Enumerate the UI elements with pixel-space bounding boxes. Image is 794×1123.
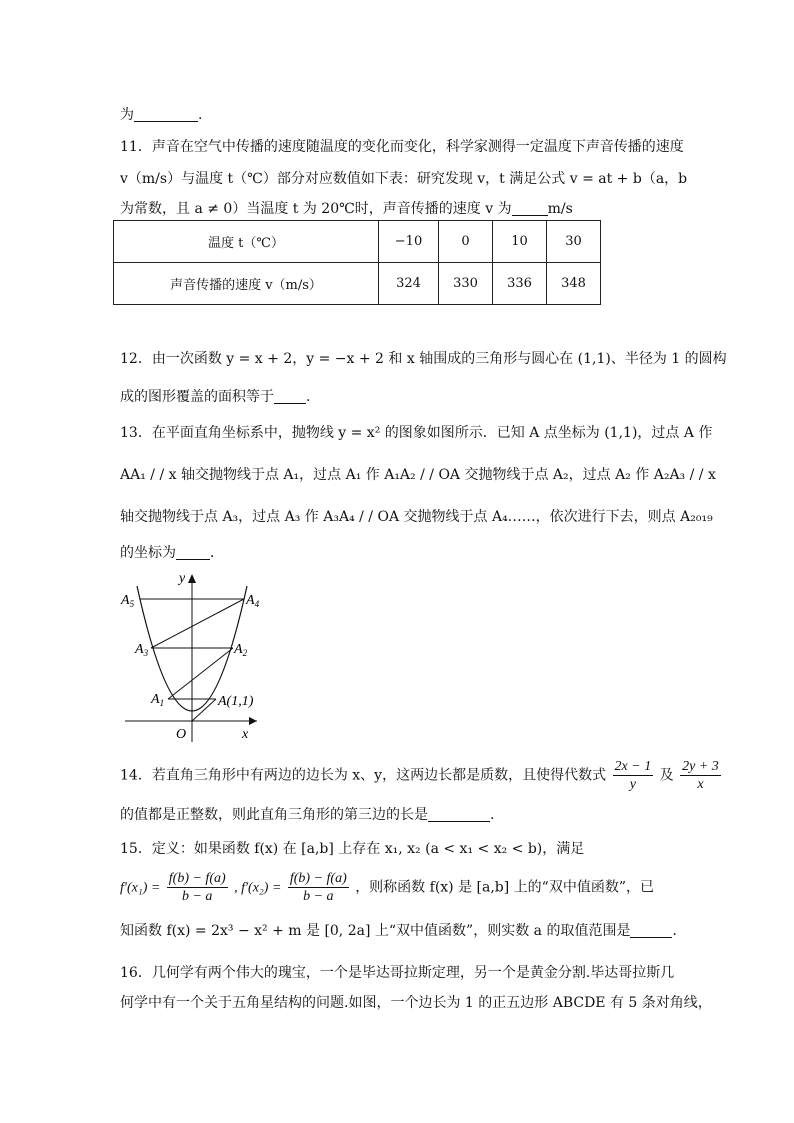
q11-line-2: v（m/s）与温度 t（℃）部分对应数值如下表：研究发现 v，t 满足公式 v = at + b（a，b <box>120 171 688 187</box>
q12-end: . <box>306 389 311 405</box>
answer-blank <box>274 389 306 404</box>
a4-sub: 4 <box>254 599 260 609</box>
fraction-1-numerator: 2x − 1 <box>614 759 652 774</box>
point-label-a4 <box>245 593 260 609</box>
answer-blank <box>134 107 198 122</box>
point-label-a: A(1,1) <box>218 694 254 709</box>
a2-sub: 2 <box>242 648 248 658</box>
a1-sub: 1 <box>159 698 165 708</box>
answer-blank <box>176 545 210 560</box>
table-cell: 336 <box>493 263 547 305</box>
y-axis-arrow <box>188 574 196 583</box>
a2-letter: A <box>234 642 243 657</box>
q11-line-1: 11．声音在空气中传播的速度随温度的变化而变化，科学家测得一定温度下声音传播的速度 <box>120 139 684 155</box>
origin-label: O <box>176 727 187 742</box>
table-cell: 348 <box>547 263 601 305</box>
q13-line-4-text: 的坐标为 <box>120 545 176 561</box>
y-axis-label: y <box>179 571 186 586</box>
q11-line-3 <box>120 198 573 218</box>
segment-a1-a2 <box>168 648 233 699</box>
q15-line-2 <box>120 870 654 905</box>
q14-text: 14．若直角三角形中有两边的边长为 x、y，这两边长都是质数，且使得代数式 <box>120 767 607 784</box>
q15-line-1: 15．定义：如果函数 f(x) 在 [a,b] 上存在 x₁, x₂ (a < x₁ < x₂ < b)，满足 <box>120 841 585 857</box>
q16-line-2: 何学中有一个关于五角星结构的问题.如图，一个边长为 1 的正五边形 ABCDE 有 5 条对角线， <box>120 995 712 1011</box>
q15-line-3 <box>120 920 686 940</box>
point-label-a3 <box>134 642 149 658</box>
a5-letter: A <box>121 593 130 608</box>
q14-line-2 <box>120 804 494 824</box>
fraction-2-denominator: x <box>697 777 704 792</box>
q13-line-2: AA₁ / / x 轴交抛物线于点 A₁，过点 A₁ 作 A₁A₂ / / OA 交抛物线于点 A₂，过点 A₂ 作 A₂A₃ / / x <box>120 467 716 483</box>
q14-line-2-text: 的值都是正整数，则此直角三角形的第三边的长是 <box>120 807 428 823</box>
point-label-a1 <box>150 692 164 708</box>
x-axis-arrow <box>249 717 257 725</box>
table-row <box>114 221 601 263</box>
q14-line-1 <box>120 758 723 793</box>
q11-line-3-text: 为常数，且 a ≠ 0）当温度 t 为 20℃时，声音传播的速度 v 为 <box>120 201 512 217</box>
table-cell: 324 <box>379 263 439 305</box>
q14-and: 及 <box>659 767 674 784</box>
table-cell: 30 <box>547 221 601 263</box>
fraction-b-numerator: f(b) − f(a) <box>289 871 347 886</box>
q15-lhs-2: , f′(x₂) = <box>234 880 282 896</box>
point-label-a2 <box>233 642 248 658</box>
q12-line-2-text: 成的图形覆盖的面积等于 <box>120 389 274 405</box>
q10-tail <box>120 104 202 124</box>
q10-prefix: 为 <box>120 107 134 123</box>
q15-end: ． <box>672 923 687 939</box>
q12-line-1: 12．由一次函数 y = x + 2，y = −x + 2 和 x 轴围成的三角形与圆心在 (1,1)、半径为 1 的圆构 <box>120 351 727 367</box>
q15-line-3-text: 知函数 f(x) = 2x³ − x² + m 是 [0, 2a] 上“双中值函数”，则实数 a 的取值范围是 <box>120 923 631 939</box>
q12-line-2 <box>120 386 310 406</box>
a4-letter: A <box>246 593 255 608</box>
table-cell: −10 <box>379 221 439 263</box>
table-row <box>114 263 601 305</box>
a1-letter: A <box>151 692 160 707</box>
q15-lhs-1: f′(x₁) = <box>120 880 161 896</box>
fraction-2-numerator: 2y + 3 <box>682 759 719 774</box>
fraction-2 <box>680 758 721 793</box>
a3-letter: A <box>135 642 144 657</box>
a5-sub: 5 <box>129 599 135 609</box>
parabola-figure <box>115 566 275 746</box>
fraction-a <box>167 870 228 905</box>
fraction-b <box>288 870 349 905</box>
table-header-cell: 温度 t（℃） <box>114 221 379 263</box>
q15-line-2-tail: ，则称函数 f(x) 是 [a,b] 上的“双中值函数”，已 <box>355 879 654 896</box>
a3-sub: 3 <box>143 648 149 658</box>
q13-line-3: 轴交抛物线于点 A₃，过点 A₃ 作 A₃A₄ / / OA 交抛物线于点 A₄……，依次进行下去，则点 A₂₀₁₉ <box>120 509 713 525</box>
q13-end: ． <box>210 545 224 561</box>
q10-suffix: . <box>198 107 203 123</box>
table-cell: 0 <box>439 221 493 263</box>
answer-blank <box>630 923 672 938</box>
q11-unit: m/s <box>547 201 573 217</box>
answer-blank <box>512 201 548 216</box>
data-table <box>113 220 601 305</box>
segment-a3-a4 <box>151 599 244 648</box>
q13-line-4 <box>120 542 224 562</box>
point-label-a5 <box>120 593 135 609</box>
fraction-1-denominator: y <box>629 777 636 792</box>
q14-end: . <box>490 807 495 823</box>
q16-line-1: 16．几何学有两个伟大的瑰宝，一个是毕达哥拉斯定理，另一个是黄金分割.毕达哥拉斯几 <box>120 965 675 981</box>
fraction-a-denominator: b − a <box>181 889 213 904</box>
answer-blank <box>428 807 490 822</box>
fraction-b-denominator: b − a <box>303 889 334 904</box>
fraction-1 <box>613 758 654 793</box>
q13-line-1: 13．在平面直角坐标系中，抛物线 y = x² 的图象如图所示．已知 A 点坐标为 (1,1)，过点 A 作 <box>120 425 713 441</box>
x-axis-label: x <box>242 727 249 742</box>
table-cell: 10 <box>493 221 547 263</box>
table-cell: 330 <box>439 263 493 305</box>
fraction-a-numerator: f(b) − f(a) <box>168 871 226 886</box>
table-header-cell: 声音传播的速度 v（m/s） <box>114 263 379 305</box>
